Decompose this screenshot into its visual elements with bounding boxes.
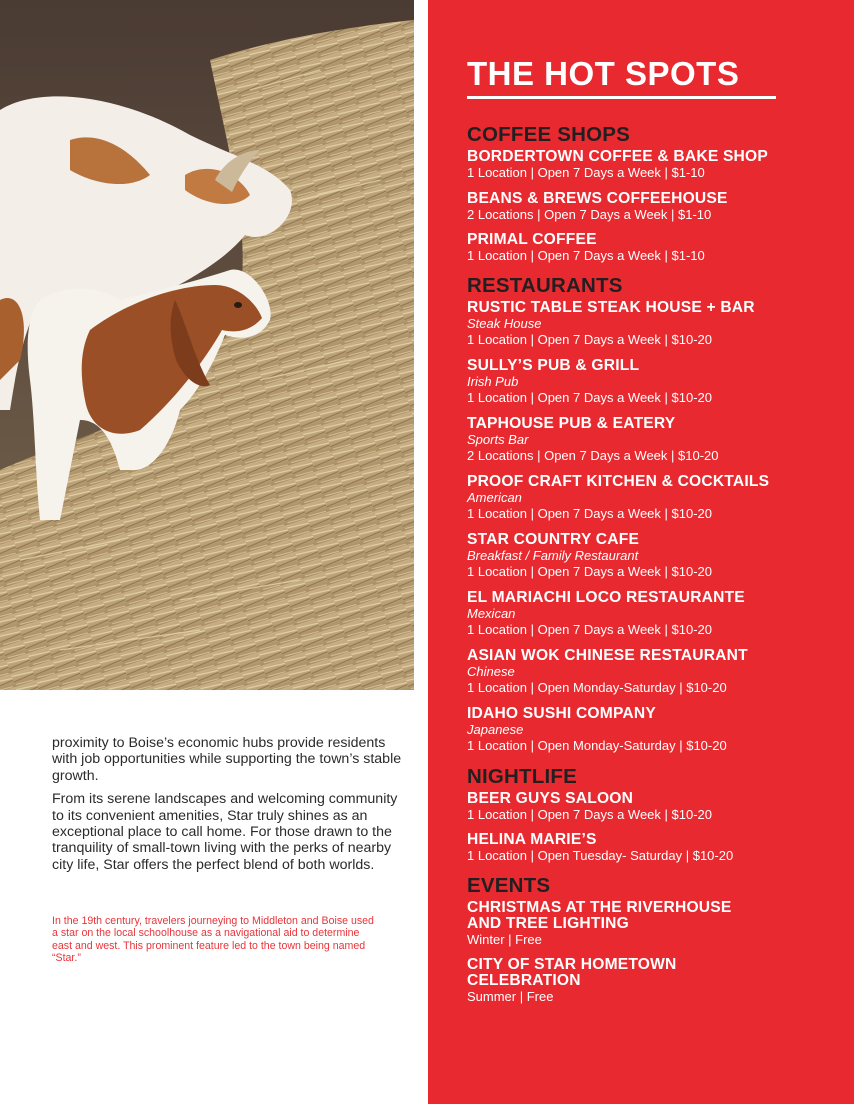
hot-spots-panel xyxy=(428,0,854,1104)
venue-category: Japanese xyxy=(467,721,524,737)
section-heading: EVENTS xyxy=(467,873,551,897)
venue-detail: 1 Location | Open 7 Days a Week | $10-20 xyxy=(467,806,712,822)
fun-fact: In the 19th century, travelers journeying to Middleton and Boise used a star on the local schoolhouse as a navigational aid to determine east and west. This prominent feature led to the town being named “Star.” xyxy=(52,915,374,965)
venue-detail: 1 Location | Open Tuesday- Saturday | $10-20 xyxy=(467,848,734,863)
venue-item xyxy=(467,706,837,755)
venue-item xyxy=(467,532,837,581)
venue-name: IDAHO SUSHI COMPANY xyxy=(467,704,656,722)
venue-category: Chinese xyxy=(467,663,515,679)
venue-category: Steak House xyxy=(467,315,542,331)
venue-detail: 1 Location | Open 7 Days a Week | $1-10 xyxy=(467,165,705,180)
venue-item xyxy=(467,358,837,407)
venue-detail: 2 Locations | Open 7 Days a Week | $10-20 xyxy=(467,448,719,463)
venue-name: STAR COUNTRY CAFE xyxy=(467,530,640,548)
event-item xyxy=(467,900,767,949)
event-name: CITY OF STAR HOMETOWN CELEBRATION xyxy=(467,956,677,989)
body-paragraph: From its serene landscapes and welcoming community to its convenient amenities, Star truly shines as an exceptional place to call home. For those drawn to the tranquility of small-town living with the perks of nearby city life, Star offers the perfect blend of both worlds. xyxy=(52,791,398,873)
venue-detail: 2 Locations | Open 7 Days a Week | $1-10 xyxy=(467,206,712,222)
section-restaurants xyxy=(467,272,837,755)
venue-category: Breakfast / Family Restaurant xyxy=(467,547,639,563)
venue-item xyxy=(467,648,837,697)
venue-name: RUSTIC TABLE STEAK HOUSE + BAR xyxy=(467,298,755,316)
venue-item xyxy=(467,590,837,639)
section-coffee-shops xyxy=(467,121,837,265)
body-text xyxy=(52,735,402,880)
venue-name: BEANS & BREWS COFFEEHOUSE xyxy=(467,189,728,207)
goats-photo xyxy=(0,0,414,690)
venue-detail: 1 Location | Open Monday-Saturday | $10-20 xyxy=(467,738,727,753)
venue-name: BEER GUYS SALOON xyxy=(467,789,634,807)
section-heading: RESTAURANTS xyxy=(467,273,623,297)
venue-name: PROOF CRAFT KITCHEN & COCKTAILS xyxy=(467,472,770,490)
venue-detail: 1 Location | Open 7 Days a Week | $10-20 xyxy=(467,506,712,521)
section-nightlife xyxy=(467,763,837,865)
event-detail: Winter | Free xyxy=(467,931,542,947)
event-item xyxy=(467,957,727,1006)
venue-detail: 1 Location | Open 7 Days a Week | $10-20 xyxy=(467,622,712,637)
venue-item xyxy=(467,791,837,824)
venue-detail: 1 Location | Open Monday-Saturday | $10-20 xyxy=(467,680,727,695)
body-paragraph: proximity to Boise’s economic hubs provide residents with job opportunities while supporting the town’s stable growth. xyxy=(52,735,402,784)
section-heading: NIGHTLIFE xyxy=(467,764,577,788)
venue-name: HELINA MARIE’S xyxy=(467,831,597,848)
venue-detail: 1 Location | Open 7 Days a Week | $10-20 xyxy=(467,390,712,405)
venue-name: PRIMAL COFFEE xyxy=(467,231,597,248)
venue-item xyxy=(467,149,837,182)
panel-title: THE HOT SPOTS xyxy=(467,55,740,92)
venue-item xyxy=(467,832,837,865)
venue-category: Irish Pub xyxy=(467,373,519,389)
venue-name: TAPHOUSE PUB & EATERY xyxy=(467,414,676,432)
event-detail: Summer | Free xyxy=(467,989,554,1004)
venue-item xyxy=(467,232,837,265)
venue-category: American xyxy=(467,489,522,505)
venue-category: Mexican xyxy=(467,605,516,621)
venue-name: BORDERTOWN COFFEE & BAKE SHOP xyxy=(467,148,768,165)
event-name: CHRISTMAS AT THE RIVERHOUSE AND TREE LIGHTING xyxy=(467,898,732,932)
venue-name: ASIAN WOK CHINESE RESTAURANT xyxy=(467,646,748,664)
venue-detail: 1 Location | Open 7 Days a Week | $1-10 xyxy=(467,248,705,263)
venue-item xyxy=(467,300,837,349)
section-heading: COFFEE SHOPS xyxy=(467,123,631,146)
venue-item xyxy=(467,191,837,224)
venue-category: Sports Bar xyxy=(467,431,529,447)
title-underline xyxy=(467,96,776,99)
venue-name: SULLY’S PUB & GRILL xyxy=(467,356,640,374)
venue-detail: 1 Location | Open 7 Days a Week | $10-20 xyxy=(467,332,712,347)
venue-detail: 1 Location | Open 7 Days a Week | $10-20 xyxy=(467,564,712,579)
venue-item xyxy=(467,474,837,523)
section-events xyxy=(467,872,837,1006)
venue-name: EL MARIACHI LOCO RESTAURANTE xyxy=(467,588,745,606)
venue-item xyxy=(467,416,837,465)
hot-spots-listing xyxy=(467,121,837,1006)
